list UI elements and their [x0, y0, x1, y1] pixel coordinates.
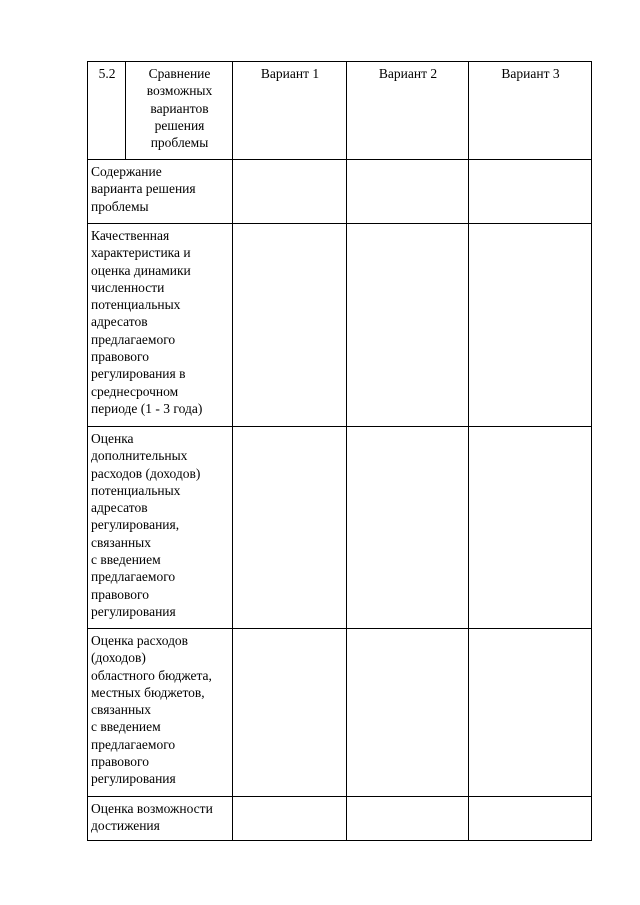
row-label: Оценка дополнительных расходов (доходов) потенциальных адресатов регулирования, связанных с введением предлагаемого правового регулирования — [88, 427, 233, 629]
table-header-row — [88, 62, 592, 160]
column-header-variant-2: Вариант 2 — [347, 62, 469, 160]
column-header-variant-3: Вариант 3 — [469, 62, 592, 160]
table-row — [88, 427, 592, 629]
table-cell — [233, 797, 347, 841]
table-row — [88, 629, 592, 797]
table-cell — [347, 797, 469, 841]
section-title: Сравнение возможных вариантов решения проблемы — [126, 62, 233, 160]
table-cell — [233, 629, 347, 797]
row-label: Качественная характеристика и оценка динамики численности потенциальных адресатов предлагаемого правового регулирования в среднесрочном периоде (1 - 3 года) — [88, 224, 233, 427]
comparison-table — [87, 61, 592, 841]
table-row — [88, 797, 592, 841]
table-row — [88, 160, 592, 224]
row-label: Оценка возможности достижения — [88, 797, 233, 841]
table-row — [88, 224, 592, 427]
table-cell — [233, 160, 347, 224]
table-cell — [347, 427, 469, 629]
row-label: Оценка расходов (доходов) областного бюджета, местных бюджетов, связанных с введением предлагаемого правового регулирования — [88, 629, 233, 797]
table-cell — [469, 629, 592, 797]
table-cell — [347, 224, 469, 427]
column-header-variant-1: Вариант 1 — [233, 62, 347, 160]
section-number: 5.2 — [88, 62, 126, 160]
table-cell — [469, 797, 592, 841]
table-cell — [233, 224, 347, 427]
table-cell — [469, 160, 592, 224]
table-cell — [347, 629, 469, 797]
table-cell — [347, 160, 469, 224]
row-label: Содержание варианта решения проблемы — [88, 160, 233, 224]
table-cell — [233, 427, 347, 629]
table-cell — [469, 224, 592, 427]
table-cell — [469, 427, 592, 629]
